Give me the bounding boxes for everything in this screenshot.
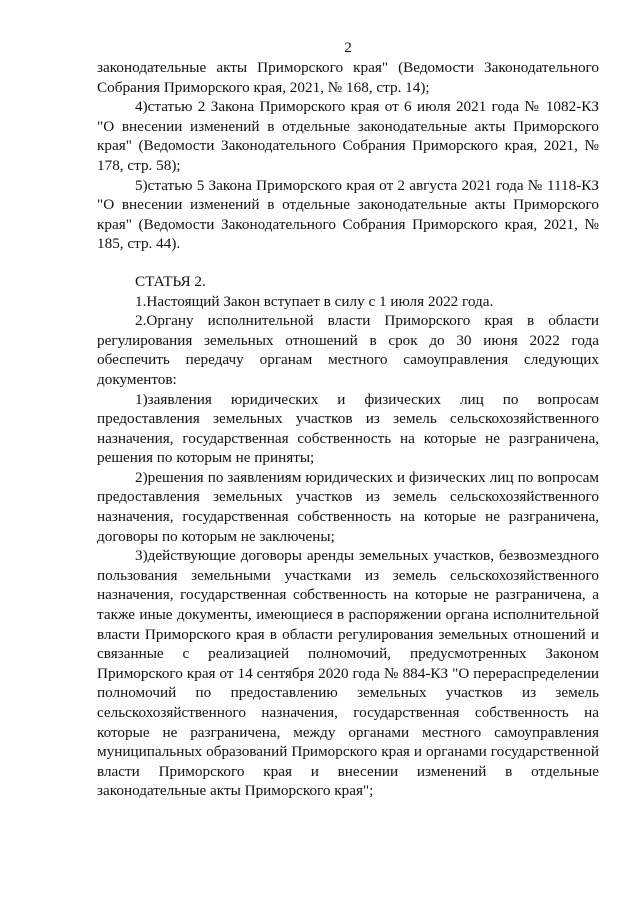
- article-subitem-1: 1)заявления юридических и физических лиц по вопросам предоставления земельных участков из земель сельскохозяйственного назначения, государственная собственность на которые не разграничена, решения по которым не приняты;: [97, 390, 599, 467]
- article-subitem-3: 3)действующие договоры аренды земельных участков, безвозмездного пользования земельными участками из земель сельскохозяйственного назначения, государственная собственность на которые не разграничена, а также иные документы, имеющиеся в распоряжении органа исполнительной власти Приморского края в области регулирования земельных отношений и связанные с реализацией полномочий, предусмотренных Законом Приморского края от 14 сентября 2020 года № 884-КЗ "О перераспределении полномочий по предоставлению земельных участков из земель сельскохозяйственного назначения, государственная собственность на которые не разграничена, между органами местного самоуправления муниципальных образований Приморского края и органами государственной власти Приморского края и внесении изменений в отдельные законодательные акты Приморского края";: [97, 547, 599, 800]
- article-paragraph-1: 1.Настоящий Закон вступает в силу с 1 июля 2022 года.: [135, 292, 494, 310]
- paragraph-continuation: законодательные акты Приморского края" (Ведомости Законодательного Собрания Приморского края, 2021, № 168, стр. 14);: [97, 59, 599, 96]
- spacer: [97, 254, 599, 272]
- article-paragraph-2: 2.Органу исполнительной власти Приморского края в области регулирования земельных отношений в срок до 30 июня 2022 года обеспечить передачу органам местного самоуправления следующих документов:: [97, 312, 599, 388]
- article-heading: СТАТЬЯ 2.: [135, 272, 206, 290]
- page-number: 2: [344, 39, 352, 56]
- document-page: [97, 38, 599, 801]
- list-item-4: 4)статью 2 Закона Приморского края от 6 июля 2021 года № 1082-КЗ "О внесении изменений в отдельные законодательные акты Приморского края" (Ведомости Законодательного Собрания Приморского края, 2021, № 178, стр. 58);: [97, 98, 599, 174]
- article-subitem-2: 2)решения по заявлениям юридических и физических лиц по вопросам предоставления земельных участков из земель сельскохозяйственного назначения, государственная собственность на которые не разграничена, договоры по которым не заключены;: [97, 468, 599, 545]
- list-item-5: 5)статью 5 Закона Приморского края от 2 августа 2021 года № 1118-КЗ "О внесении изменений в отдельные законодательные акты Приморского края" (Ведомости Законодательного Собрания Приморского края, 2021, № 185, стр. 44).: [97, 176, 599, 253]
